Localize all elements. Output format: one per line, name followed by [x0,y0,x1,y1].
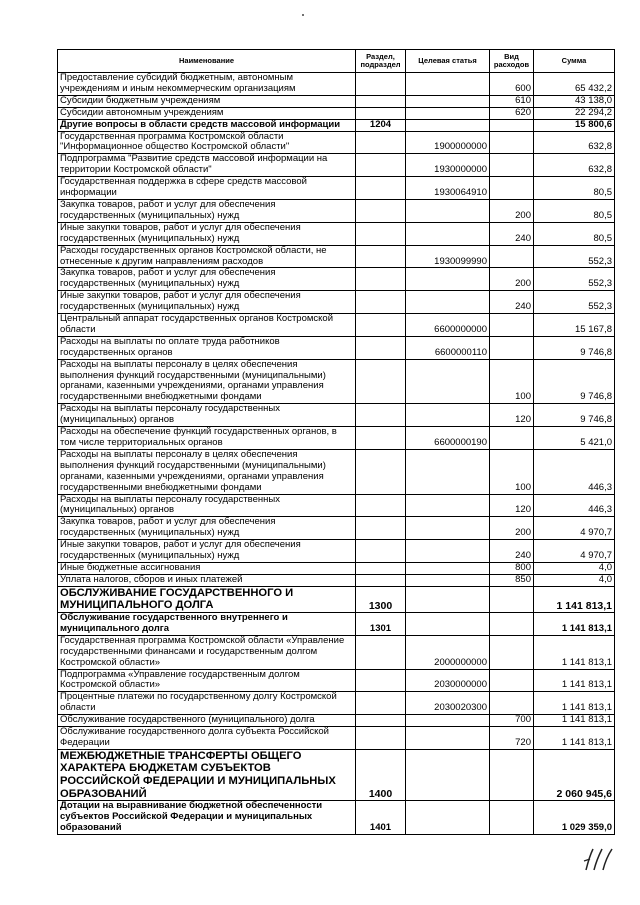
cell-kind [490,131,534,154]
cell-kind: 200 [490,268,534,291]
cell-name: Закупка товаров, работ и услуг для обеспечения государственных (муниципальных) нужд [58,517,356,540]
cell-section: 1301 [356,612,406,635]
cell-sum: 552,3 [534,291,615,314]
table-row [58,540,615,563]
cell-name: Предоставление субсидий бюджетным, автономным учреждениям и иным некоммерческим организациям [58,73,356,96]
cell-sum: 65 432,2 [534,73,615,96]
cell-target [406,749,490,800]
cell-target [406,494,490,517]
cell-kind [490,692,534,715]
cell-sum: 552,3 [534,268,615,291]
cell-section [356,95,406,107]
cell-kind: 200 [490,517,534,540]
table-header-row [58,50,615,73]
cell-sum: 1 141 813,1 [534,727,615,750]
table-row [58,131,615,154]
cell-name: Обслуживание государственного (муниципального) долга [58,715,356,727]
header-sum: Сумма [534,50,615,73]
table-row [58,494,615,517]
cell-target [406,199,490,222]
cell-target: 6600000110 [406,336,490,359]
cell-section [356,427,406,450]
cell-name: Процентные платежи по государственному долгу Костромской области [58,692,356,715]
cell-kind: 240 [490,222,534,245]
cell-sum: 1 029 359,0 [534,801,615,835]
cell-section [356,635,406,669]
cell-name: Иные закупки товаров, работ и услуг для обеспечения государственных (муниципальных) нужд [58,540,356,563]
cell-section: 1400 [356,749,406,800]
cell-target: 2030020300 [406,692,490,715]
cell-section [356,245,406,268]
cell-section [356,314,406,337]
cell-sum: 552,3 [534,245,615,268]
cell-sum: 80,5 [534,222,615,245]
header-target: Целевая статья [406,50,490,73]
cell-section: 1204 [356,119,406,131]
cell-kind [490,586,534,612]
cell-section [356,562,406,574]
cell-section [356,131,406,154]
cell-name: Расходы на выплаты по оплате труда работников государственных органов [58,336,356,359]
cell-name: Иные закупки товаров, работ и услуг для обеспечения государственных (муниципальных) нужд [58,291,356,314]
cell-kind: 720 [490,727,534,750]
table-row [58,95,615,107]
cell-sum: 632,8 [534,131,615,154]
cell-target [406,574,490,586]
cell-target [406,449,490,494]
cell-section [356,540,406,563]
cell-kind: 600 [490,73,534,96]
cell-name: Другие вопросы в области средств массовой информации [58,119,356,131]
table-row [58,635,615,669]
cell-section [356,494,406,517]
table-row [58,562,615,574]
cell-target [406,107,490,119]
table-row [58,291,615,314]
cell-sum: 80,5 [534,199,615,222]
cell-target: 2030000000 [406,669,490,692]
cell-sum: 9 746,8 [534,404,615,427]
cell-kind: 100 [490,359,534,404]
cell-target [406,517,490,540]
table-row [58,314,615,337]
cell-target [406,73,490,96]
table-row [58,199,615,222]
cell-name: Дотации на выравнивание бюджетной обеспеченности субъектов Российской Федерации и муниципальных образований [58,801,356,835]
cell-name: Субсидии бюджетным учреждениям [58,95,356,107]
cell-kind: 620 [490,107,534,119]
cell-name: Государственная программа Костромской области «Управление государственными финансами и государственным долгом Костромской области» [58,635,356,669]
cell-kind [490,245,534,268]
cell-sum: 43 138,0 [534,95,615,107]
cell-section: 1401 [356,801,406,835]
cell-kind: 610 [490,95,534,107]
cell-section: 1300 [356,586,406,612]
cell-sum: 2 060 945,6 [534,749,615,800]
table-row [58,107,615,119]
table-row [58,245,615,268]
table-row [58,574,615,586]
cell-kind: 120 [490,404,534,427]
table-row [58,449,615,494]
table-row [58,586,615,612]
cell-kind: 240 [490,291,534,314]
cell-section [356,574,406,586]
cell-section [356,692,406,715]
cell-section [356,222,406,245]
table-row [58,268,615,291]
cell-target [406,540,490,563]
cell-target [406,291,490,314]
cell-name: Субсидии автономным учреждениям [58,107,356,119]
cell-section [356,154,406,177]
cell-kind: 240 [490,540,534,563]
cell-name: Иные закупки товаров, работ и услуг для обеспечения государственных (муниципальных) нужд [58,222,356,245]
table-body [58,73,615,835]
cell-name: Расходы на выплаты персоналу в целях обеспечения выполнения функций государственными (муниципальными) органами, казенными учреждениями, органами управления государственными внебюджетными фондами [58,359,356,404]
cell-name: Государственная поддержка в сфере средств массовой информации [58,177,356,200]
cell-section [356,517,406,540]
cell-kind: 700 [490,715,534,727]
cell-sum: 1 141 813,1 [534,715,615,727]
budget-table [57,49,615,835]
table-row [58,727,615,750]
cell-sum: 80,5 [534,177,615,200]
cell-kind [490,612,534,635]
cell-sum: 1 141 813,1 [534,692,615,715]
table-row [58,177,615,200]
cell-section [356,268,406,291]
cell-target [406,586,490,612]
table-row [58,222,615,245]
cell-kind [490,427,534,450]
cell-target [406,268,490,291]
cell-name: Расходы на выплаты персоналу государственных (муниципальных) органов [58,404,356,427]
cell-target [406,562,490,574]
scan-speck [302,14,304,16]
cell-name: Иные бюджетные ассигнования [58,562,356,574]
cell-target: 1930099990 [406,245,490,268]
cell-target: 1930064910 [406,177,490,200]
cell-name: Расходы на выплаты персоналу в целях обеспечения выполнения функций государственными (муниципальными) органами, казенными учреждениями, органами управления государственными внебюджетными фондами [58,449,356,494]
cell-sum: 4 970,7 [534,540,615,563]
cell-name: Расходы на обеспечение функций государственных органов, в том числе территориальных органов [58,427,356,450]
cell-name: Закупка товаров, работ и услуг для обеспечения государственных (муниципальных) нужд [58,268,356,291]
table-row [58,359,615,404]
cell-sum: 5 421,0 [534,427,615,450]
cell-name: ОБСЛУЖИВАНИЕ ГОСУДАРСТВЕННОГО И МУНИЦИПАЛЬНОГО ДОЛГА [58,586,356,612]
table-row [58,336,615,359]
cell-kind [490,177,534,200]
table-row [58,749,615,800]
cell-target: 1900000000 [406,131,490,154]
cell-section [356,715,406,727]
cell-section [356,359,406,404]
cell-section [356,199,406,222]
cell-name: МЕЖБЮДЖЕТНЫЕ ТРАНСФЕРТЫ ОБЩЕГО ХАРАКТЕРА БЮДЖЕТАМ СУБЪЕКТОВ РОССИЙСКОЙ ФЕДЕРАЦИИ И МУНИЦИПАЛЬНЫХ ОБРАЗОВАНИЙ [58,749,356,800]
cell-target: 2000000000 [406,635,490,669]
table-row [58,119,615,131]
cell-kind [490,119,534,131]
cell-sum: 1 141 813,1 [534,635,615,669]
table-row [58,801,615,835]
cell-target [406,727,490,750]
cell-sum: 1 141 813,1 [534,612,615,635]
cell-sum: 4 970,7 [534,517,615,540]
cell-kind: 120 [490,494,534,517]
table-row [58,612,615,635]
cell-sum: 1 141 813,1 [534,586,615,612]
cell-name: Расходы на выплаты персоналу государственных (муниципальных) органов [58,494,356,517]
table-row [58,73,615,96]
table-row [58,154,615,177]
table-row [58,669,615,692]
cell-target [406,612,490,635]
cell-section [356,107,406,119]
cell-sum: 632,8 [534,154,615,177]
cell-name: Обслуживание государственного долга субъекта Российской Федерации [58,727,356,750]
cell-kind: 800 [490,562,534,574]
cell-section [356,727,406,750]
table-row [58,404,615,427]
cell-section [356,404,406,427]
cell-kind [490,154,534,177]
cell-sum: 9 746,8 [534,359,615,404]
cell-name: Уплата налогов, сборов и иных платежей [58,574,356,586]
cell-section [356,669,406,692]
cell-sum: 446,3 [534,449,615,494]
cell-sum: 15 167,8 [534,314,615,337]
cell-section [356,177,406,200]
cell-target [406,715,490,727]
cell-sum: 4,0 [534,574,615,586]
cell-sum: 15 800,6 [534,119,615,131]
cell-sum: 4,0 [534,562,615,574]
cell-kind [490,336,534,359]
cell-sum: 446,3 [534,494,615,517]
cell-name: Обслуживание государственного внутреннего и муниципального долга [58,612,356,635]
cell-kind [490,749,534,800]
cell-target: 6600000190 [406,427,490,450]
cell-target: 1930000000 [406,154,490,177]
header-name: Наименование [58,50,356,73]
cell-kind: 100 [490,449,534,494]
table-row [58,715,615,727]
cell-kind [490,669,534,692]
cell-sum: 1 141 813,1 [534,669,615,692]
cell-kind: 850 [490,574,534,586]
cell-name: Расходы государственных органов Костромской области, не отнесенные к другим направлениям расходов [58,245,356,268]
cell-target [406,404,490,427]
table-row [58,427,615,450]
cell-kind [490,635,534,669]
header-kind: Вид расходов [490,50,534,73]
table-row [58,517,615,540]
cell-name: Закупка товаров, работ и услуг для обеспечения государственных (муниципальных) нужд [58,199,356,222]
cell-target [406,801,490,835]
cell-target [406,222,490,245]
cell-name: Государственная программа Костромской области "Информационное общество Костромской области" [58,131,356,154]
cell-name: Центральный аппарат государственных органов Костромской области [58,314,356,337]
header-section: Раздел, подраздел [356,50,406,73]
cell-target: 6600000000 [406,314,490,337]
cell-kind: 200 [490,199,534,222]
cell-section [356,291,406,314]
cell-sum: 9 746,8 [534,336,615,359]
table-row [58,692,615,715]
cell-name: Подпрограмма «Управление государственным долгом Костромской области» [58,669,356,692]
cell-section [356,449,406,494]
cell-section [356,336,406,359]
cell-name: Подпрограмма "Развитие средств массовой информации на территории Костромской области" [58,154,356,177]
cell-target [406,359,490,404]
cell-target [406,95,490,107]
cell-sum: 22 294,2 [534,107,615,119]
cell-section [356,73,406,96]
cell-kind [490,314,534,337]
cell-kind [490,801,534,835]
handwritten-signature-icon [582,846,622,872]
cell-target [406,119,490,131]
